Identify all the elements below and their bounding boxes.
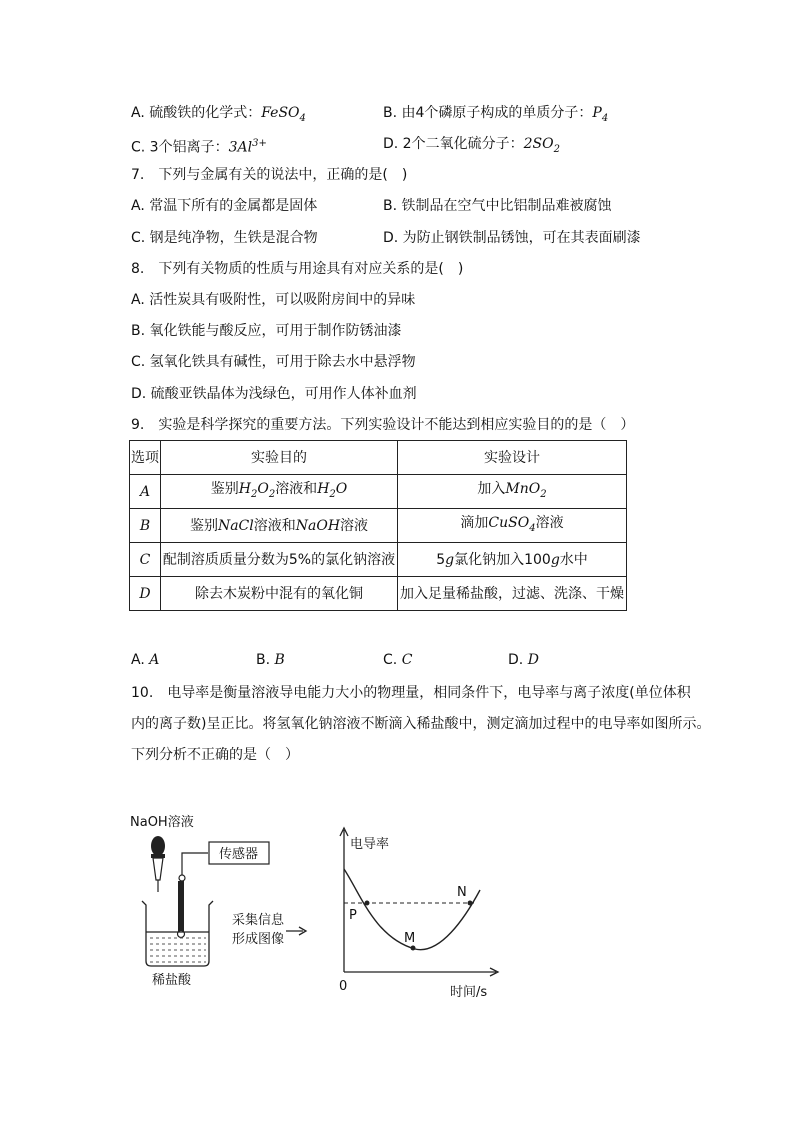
- acid-label: 稀盐酸: [152, 973, 192, 988]
- row-option: C: [130, 543, 161, 577]
- q9-answer-b: B. B: [256, 652, 285, 668]
- row-design: 5g氯化钠加入100g水中: [398, 543, 627, 577]
- point-p: [365, 901, 370, 906]
- arrow-right-icon: [286, 927, 306, 935]
- q9-answer-c: C. C: [383, 652, 413, 668]
- header-option: 选项: [130, 441, 161, 475]
- q7-option-d: D. 为防止钢铁制品锈蚀，可在其表面刷漆: [383, 230, 641, 246]
- q8-option-a: A. 活性炭具有吸附性，可以吸附房间中的异味: [131, 292, 416, 308]
- q8-option-c: C. 氢氧化铁具有碱性，可用于除去水中悬浮物: [131, 354, 416, 370]
- row-design: 滴加CuSO$_4$溶液: [398, 509, 627, 543]
- sensor-probe-icon: [178, 853, 209, 938]
- q7-stem: 7. 下列与金属有关的说法中，正确的是( ): [131, 167, 408, 183]
- q6-option-c: C. 3个铝离子：$3Al^{3+}$: [131, 138, 267, 156]
- q10-stem-line-3: 下列分析不正确的是（ ）: [131, 747, 299, 763]
- row-goal: 除去木炭粉中混有的氧化铜: [161, 577, 398, 611]
- table-row: [130, 509, 627, 543]
- q9-experiment-table: [129, 440, 627, 611]
- q8-option-d: D. 硫酸亚铁晶体为浅绿色，可用作人体补血剂: [131, 386, 417, 402]
- q8-stem: 8. 下列有关物质的性质与用途具有对应关系的是( ): [131, 261, 464, 277]
- x-axis-label: 时间/s: [450, 985, 488, 1000]
- table-header-row: [130, 441, 627, 475]
- q8-option-b: B. 氧化铁能与酸反应，可用于制作防锈油漆: [131, 323, 402, 339]
- row-goal: 鉴别NaCl溶液和NaOH溶液: [161, 509, 398, 543]
- row-option: A: [130, 475, 161, 509]
- row-goal: 鉴别$H_2O_2$溶液和$H_2O$: [161, 475, 398, 509]
- header-goal: 实验目的: [161, 441, 398, 475]
- table-row: [130, 475, 627, 509]
- arrow-text-form: 形成图像: [232, 932, 285, 947]
- q6-option-b: B. 由4个磷原子构成的单质分子：$P_4$: [383, 105, 609, 124]
- sensor-label: 传感器: [219, 847, 259, 862]
- q9-answer-d: D. D: [508, 652, 539, 668]
- q9-answer-a: A. A: [131, 652, 160, 668]
- row-option: D: [130, 577, 161, 611]
- q6-option-a: A. 硫酸铁的化学式：FeSO$_4$: [131, 105, 306, 124]
- q9-stem: 9. 实验是科学探究的重要方法。下列实验设计不能达到相应实验目的的是（ ）: [131, 417, 635, 433]
- point-m-label: M: [404, 931, 416, 946]
- arrow-text-collect: 采集信息: [232, 913, 285, 928]
- naoh-label: NaOH溶液: [130, 815, 194, 830]
- q10-figure: [120, 808, 520, 1008]
- point-p-label: P: [349, 908, 357, 923]
- y-axis-label: 电导率: [350, 837, 390, 852]
- table-row: [130, 543, 627, 577]
- row-design: 加入MnO$_2$: [398, 475, 627, 509]
- q7-option-b: B. 铁制品在空气中比铝制品难被腐蚀: [383, 198, 612, 214]
- q7-option-a: A. 常温下所有的金属都是固体: [131, 198, 318, 214]
- q7-option-c: C. 钢是纯净物，生铁是混合物: [131, 230, 318, 246]
- row-goal: 配制溶质质量分数为5%的氯化钠溶液: [161, 543, 398, 577]
- point-m: [411, 946, 416, 951]
- row-option: B: [130, 509, 161, 543]
- point-n: [468, 901, 473, 906]
- origin-label: 0: [339, 979, 348, 994]
- row-design: 加入足量稀盐酸，过滤、洗涤、干燥: [398, 577, 627, 611]
- table-row: [130, 577, 627, 611]
- q6-option-d: D. 2个二氧化硫分子：$2SO_2$: [383, 136, 560, 155]
- point-n-label: N: [457, 885, 467, 900]
- dropper-icon: [151, 836, 165, 892]
- q10-stem-line-1: 10. 电导率是衡量溶液导电能力大小的物理量，相同条件下，电导率与离子浓度(单位体积: [131, 685, 691, 701]
- header-design: 实验设计: [398, 441, 627, 475]
- q10-stem-line-2: 内的离子数)呈正比。将氢氧化钠溶液不断滴入稀盐酸中，测定滴加过程中的电导率如图所示。: [131, 716, 711, 732]
